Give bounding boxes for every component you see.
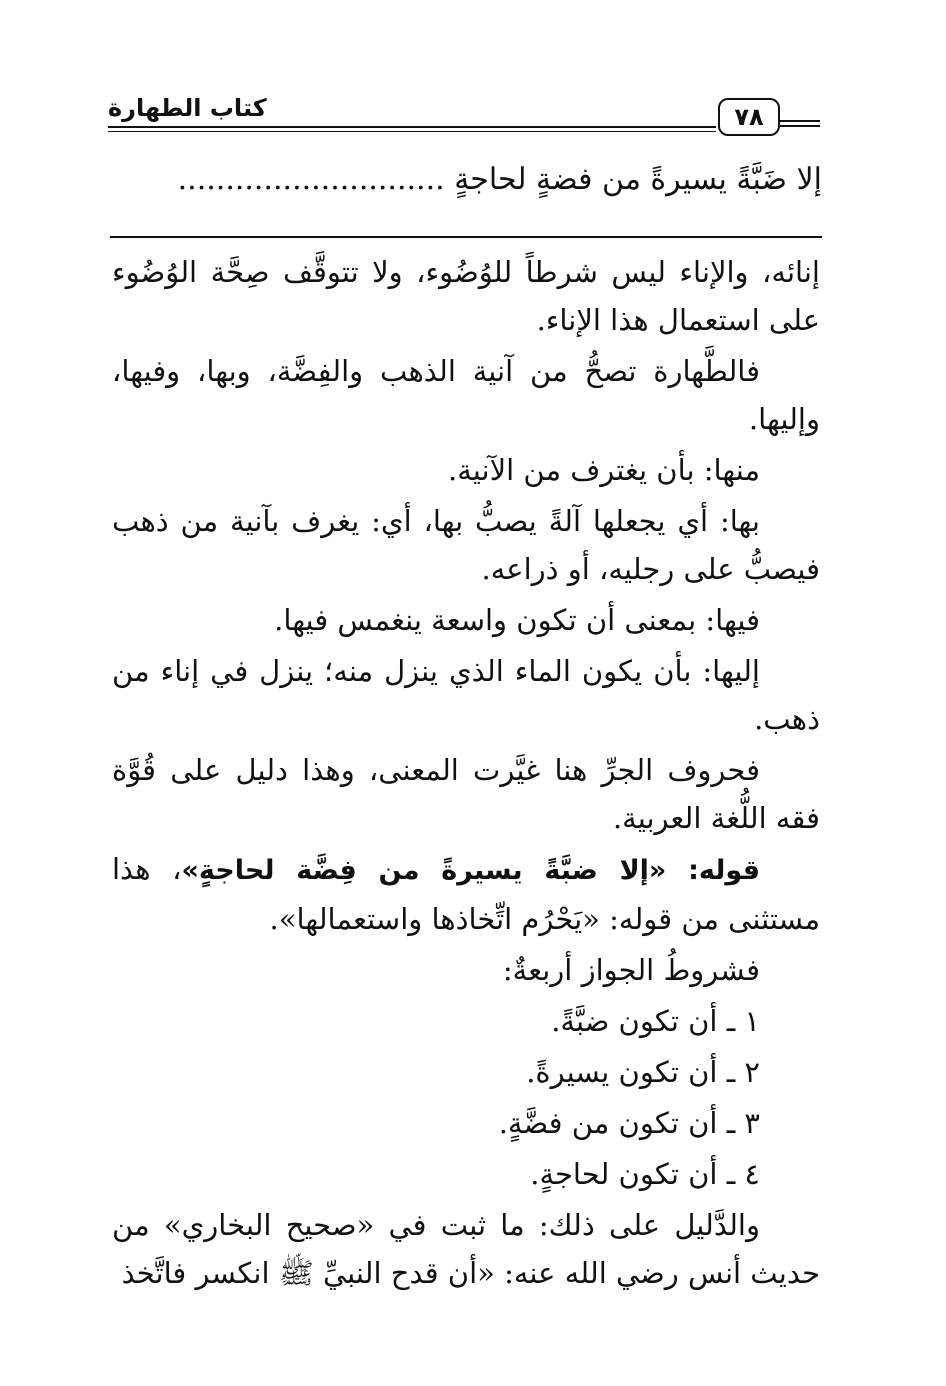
paragraph: إنائه، والإناء ليس شرطاً للوُضُوء، ولا تتوقَّف صِحَّة الوُضُوء على استعمال هذا الإناء. [112,255,820,337]
condition-item: ١ ـ أن تكون ضبَّةً. [551,1004,760,1038]
header-rule-thin [108,131,716,132]
matn-text: إلا ضَبَّةً يسيرةً من فضةٍ لحاجةٍ [454,162,822,197]
header-rule [108,126,716,128]
paragraph: فالطَّهارة تصحُّ من آنية الذهب والفِضَّة، وبها، وفيها، وإليها. [112,354,820,436]
paragraph: منها: بأن يغترف من الآنية. [447,453,760,487]
matn-divider [110,236,822,238]
matn-line [110,150,822,210]
paragraph: فيها: بمعنى أن تكون واسعة ينغمس فيها. [274,603,760,637]
paragraph: والدَّليل على ذلك: ما ثبت في «صحيح البخاري» من حديث أنس رضي الله عنه: «أن قدح النبيِّ ﷺ انكسر فاتَّخذ [112,1208,820,1290]
page-header [108,84,820,144]
paragraph: فحروف الجرِّ هنا غيَّرت المعنى، وهذا دليل على قُوَّة فقه اللُّغة العربية. [112,753,820,835]
paragraph: إليها: بأن يكون الماء الذي ينزل منه؛ ينزل في إناء من ذهب. [112,654,820,736]
condition-item: ٤ ـ أن تكون لحاجةٍ. [530,1157,760,1191]
page-number: ٧٨ [718,98,780,136]
condition-item: ٣ ـ أن تكون من فضَّةٍ. [498,1106,760,1140]
paragraph: فشروطُ الجواز أربعةٌ: [502,953,760,987]
commentary-text [112,248,820,1300]
book-title: كتاب الطهارة [108,94,267,122]
paragraph-continuation: ، هذا مستثنى من قوله: «يَحْرُم اتِّخاذها واستعمالها». [112,852,820,936]
condition-item: ٢ ـ أن تكون يسيرةً. [526,1055,760,1089]
matn-dots: ............................ [177,162,445,197]
header-rule-short-second [780,125,820,127]
paragraph: بها: أي يجعلها آلةً يصبُّ بها، أي: يغرف بآنية من ذهب فيصبُّ على رجليه، أو ذراعه. [112,504,820,586]
header-rule-short [780,120,820,122]
paragraph [112,845,820,943]
quoted-matn: قوله: «إلا ضبَّةً يسيرةً من فِضَّة لحاجةٍ» [181,855,760,886]
